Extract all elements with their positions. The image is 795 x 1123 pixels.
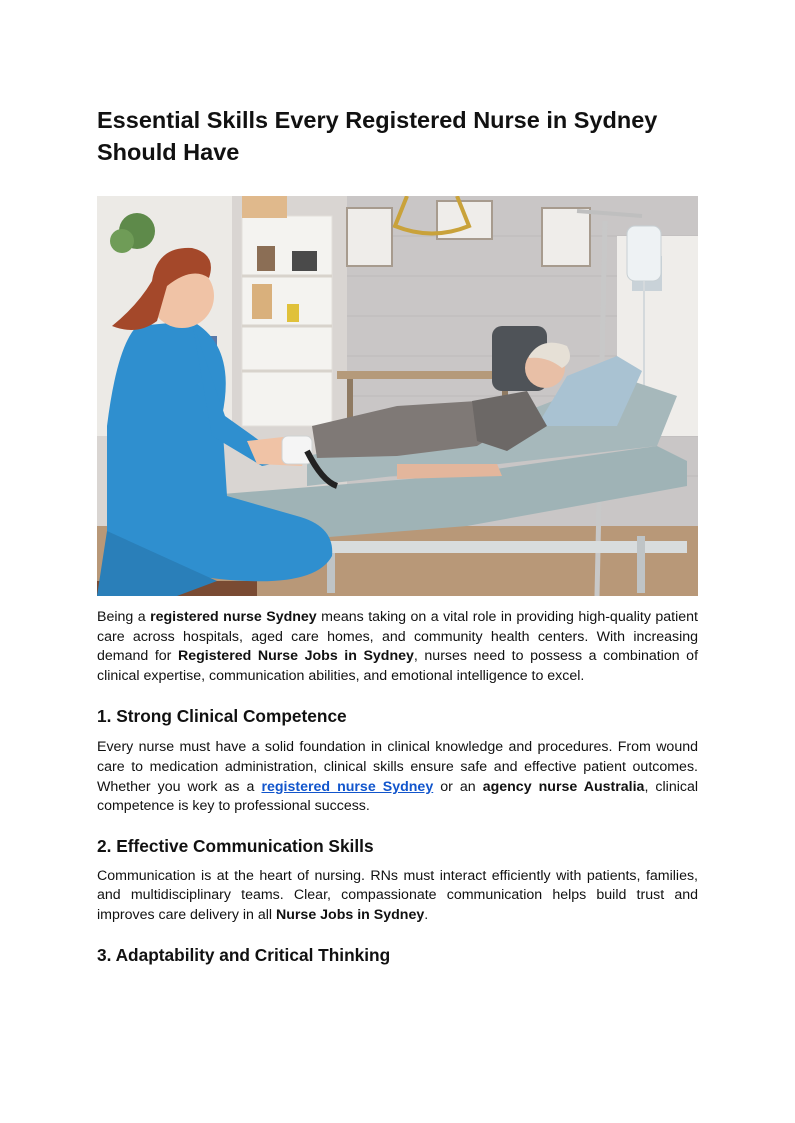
intro-paragraph	[97, 608, 698, 686]
section-heading-adaptability: 3. Adaptability and Critical Thinking	[97, 944, 391, 965]
intro-bold-keyword-2: Registered Nurse Jobs in Sydney	[177, 648, 414, 665]
intro-bold-keyword-1: registered nurse Sydney	[150, 609, 317, 625]
intro-text-3: , nurses need to possess a combination of clinical expertise, communication abilities, and emotional intelligence to excel.	[97, 648, 699, 684]
section-1-text-2: or an	[433, 778, 483, 795]
section-heading-clinical-competence: 1. Strong Clinical Competence	[97, 706, 347, 727]
section-1-text-1: Every nurse must have a solid foundation in clinical knowledge and procedures. From wound care to medication administration, clinical skills ensure safe and effective patient outcomes. Whether you work as a	[97, 739, 698, 795]
section-2-text-2: .	[424, 906, 429, 923]
section-paragraph-communication-skills	[97, 867, 698, 926]
section-2-text-1: Communication is at the heart of nursing. RNs must interact efficiently with patients, families, and multidisciplinary teams. Clear, compassionate communication helps build trust and improves care delivery in all	[97, 867, 698, 923]
section-1-text-3: , clinical competence is key to professional success.	[97, 778, 698, 815]
section-heading-communication-skills: 2. Effective Communication Skills	[97, 835, 374, 856]
hero-image-nurse-with-patient	[97, 196, 698, 596]
intro-text-1: Being a	[97, 609, 151, 625]
document-page	[97, 104, 698, 966]
section-1-bold-keyword: agency nurse Australia	[482, 778, 645, 795]
section-2-bold-keyword: Nurse Jobs in Sydney	[276, 906, 425, 923]
page-title: Essential Skills Every Registered Nurse in Sydney Should Have	[97, 107, 658, 165]
intro-text-2: means taking on a vital role in providing high-quality patient care across hospitals, aged care homes, and community health centers. With increasing demand for	[97, 609, 698, 665]
registered-nurse-sydney-link[interactable]: registered nurse Sydney	[261, 778, 434, 795]
section-paragraph-clinical-competence	[97, 738, 698, 816]
